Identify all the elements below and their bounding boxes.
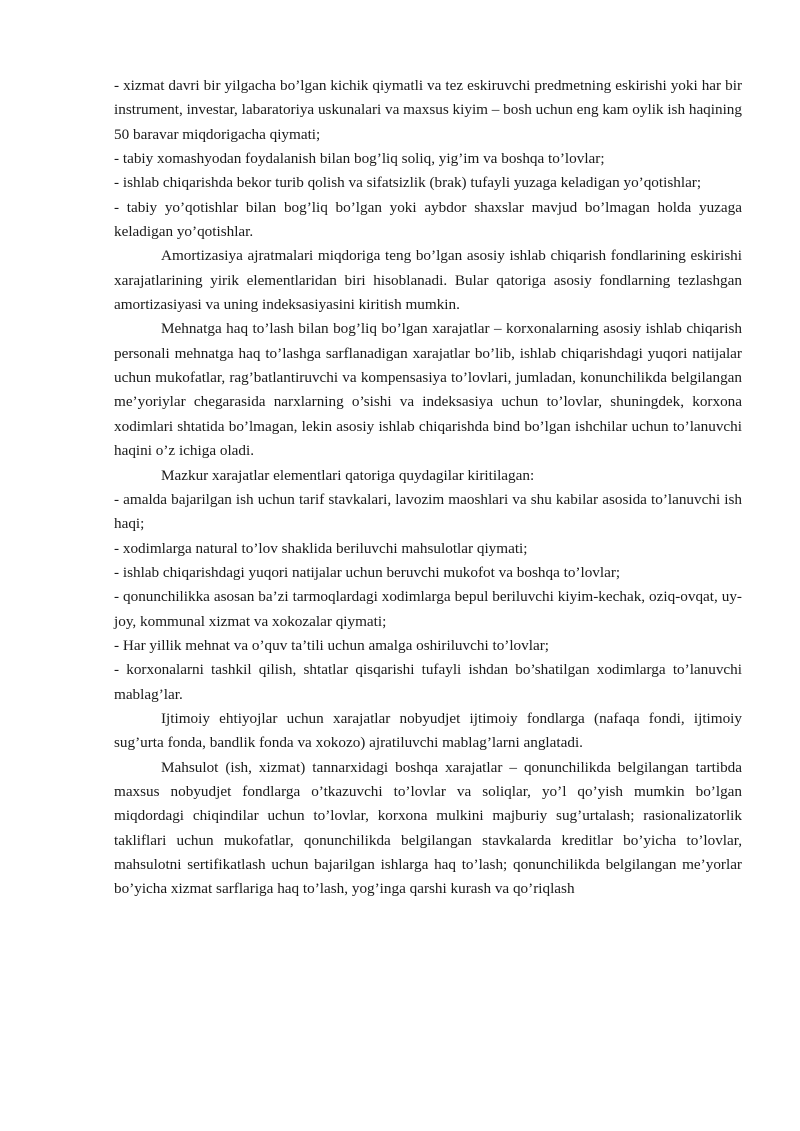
paragraph-labor-costs: Mehnatga haq to’lash bilan bog’liq bo’lgan xarajatlar – korxonalarning asosiy ishlab chiqarish personali mehnatga haq to’lashga sarflanadigan xarajatlar bo’lib, ishlab chiqarishdagi yuqori natijalar uchun mukofatlar, rag’batlantiruvchi va kompensasiya to’lovlari, jumladan, konunchilikda belgilangan me’yoriylar chegarasida narxlarning o’sishi va indeksasiya uchun to’lovlar, shuningdek, korxona xodimlari shtatida bo’lmagan, lekin asosiy ishlab chiqarishda bind bo’lgan ishchilar uchun to’lanuvchi haqini o’z ichiga oladi. bbox=[114, 320, 742, 460]
list-item-downtime-losses: - ishlab chiqarishda bekor turib qolish va sifatsizlik (brak) tufayli yuzaga keladigan yo’qotishlar; bbox=[114, 174, 702, 192]
list-item-tariff-wages: - amalda bajarilgan ish uchun tarif stavkalari, lavozim maoshlari va shu kabilar asosida to’lanuvchi ish haqi; bbox=[114, 490, 742, 533]
list-item-bonuses: - ishlab chiqarishdagi yuqori natijalar uchun beruvchi mukofot va boshqa to’lovlar; bbox=[114, 563, 621, 581]
paragraph-amortization: Amortizasiya ajratmalari miqdoriga teng bo’lgan asosiy ishlab chiqarish fondlarining eskirishi xarajatlarining yirik elementlaridan biri hisoblanadi. Bular qatoriga asosiy fondlarning tezlashgan amortizasiyasi va uning indeksasiyasini kiritish mumkin. bbox=[114, 247, 742, 314]
list-item-natural-losses: - tabiy yo’qotishlar bilan bog’liq bo’lgan yoki aybdor shaxslar mavjud bo’lmagan holda yuzaga keladigan yo’qotishlar. bbox=[114, 198, 742, 241]
document-page bbox=[114, 74, 742, 902]
list-item-free-goods: - qonunchilikka asosan ba’zi tarmoqlardagi xodimlarga bepul beriluvchi kiyim-kechak, oziq-ovqat, uy-joy, kommunal xizmat va xokozalar qiymati; bbox=[114, 588, 742, 630]
paragraph-social-needs: Ijtimoiy ehtiyojlar uchun xarajatlar nobyudjet ijtimoiy fondlarga (nafaqa fondi, ijtimoiy sug’urta fonda, bandlik fonda va xokozo) ajratiluvchi mablag’larni anglatadi. bbox=[114, 709, 742, 752]
list-item-vacation-payments: - Har yillik mehnat va o’quv ta’tili uchun amalga oshiriluvchi to’lovlar; bbox=[114, 636, 549, 654]
list-item-natural-payment: - xodimlarga natural to’lov shaklida beriluvchi mahsulotlar qiymati; bbox=[114, 539, 528, 557]
list-item-low-value-items: - xizmat davri bir yilgacha bo’lgan kichik qiymatli va tez eskiruvchi predmetning eskirishi yoki har bir instrument, investar, labaratoriya uskunalari va maxsus kiyim – bosh uchun eng kam oylik ish haqining 50 baravar miqdorigacha qiymati; bbox=[114, 77, 742, 143]
list-item-natural-resources-tax: - tabiy xomashyodan foydalanish bilan bog’liq soliq, yig’im va boshqa to’lovlar; bbox=[114, 150, 605, 168]
paragraph-elements-intro: Mazkur xarajatlar elementlari qatoriga quydagilar kiritilagan: bbox=[161, 466, 535, 484]
list-item-severance: - korxonalarni tashkil qilish, shtatlar qisqarishi tufayli ishdan bo’shatilgan xodimlarga to’lanuvchi mablag’lar. bbox=[114, 661, 742, 703]
paragraph-other-costs: Mahsulot (ish, xizmat) tannarxidagi boshqa xarajatlar – qonunchilikda belgilangan tartibda maxsus nobyudjet fondlarga o’tkazuvchi to’lovlar va soliqlar, yo’l qo’yish mumkin bo’lgan miqdordagi chiqindilar uchun to’lovlar, korxona mulkini majburiy sug’urtalash; rasionalizatorlik takliflari uchun mukofatlar, qonunchilikda belgilangan stavkalarda kreditlar bo’yicha to’lovlar, mahsulotni sertifikatlash uchun bajarilgan ishlarga haq to’lash; qonunchilikda belgilangan me’yorlar bo’yicha xizmat sarflariga haq to’lash, yog’inga qarshi kurash va qo’riqlash bbox=[114, 758, 742, 898]
